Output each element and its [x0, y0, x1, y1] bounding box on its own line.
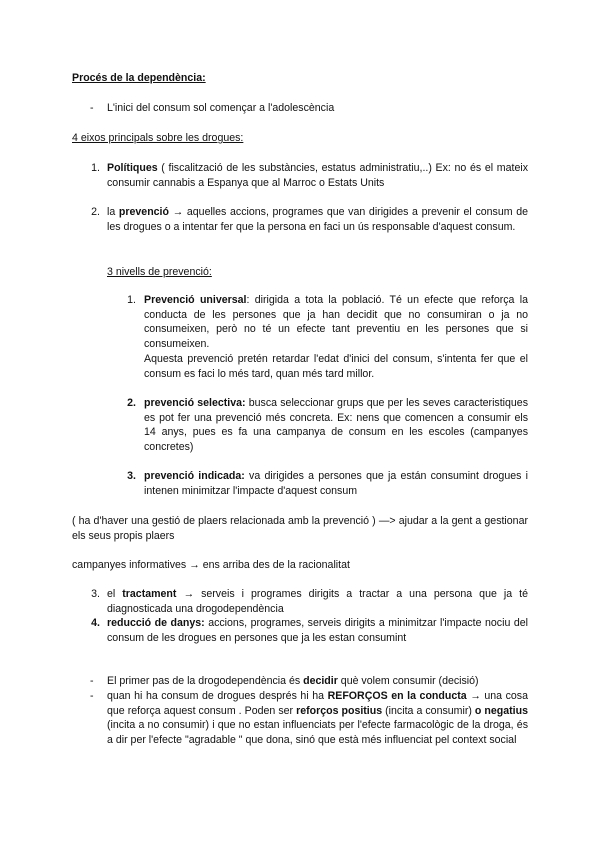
level2-item [144, 396, 528, 454]
axis2-label: prevenció [118, 206, 169, 218]
pleasure-note: ( ha d'haver una gestió de plaers relacionada amb la prevenció ) —> ajudar a la gent a gestionar els seus propis plaers [72, 515, 528, 542]
axis3-label: tractament [122, 588, 177, 600]
axes-heading: 4 eixos principals sobre les drogues: [72, 132, 244, 144]
level2-number: 2. [127, 397, 136, 409]
page-title: Procés de la dependència: [72, 72, 206, 84]
final-bullet-2-bold2: reforços positius [296, 704, 383, 717]
level3-text: va dirigides a persones que ja están consumint drogues i intenen minimitzar l'impacte d'aquest consum [144, 470, 528, 497]
final-bullet-2-mid2: (incita a consumir) [382, 704, 475, 717]
final-bullet-1-pre: El primer pas de la drogodependència és [107, 675, 304, 687]
bullet-dash: - [90, 675, 94, 687]
axis4-number: 4. [91, 617, 100, 629]
final-bullet-1-bold: decidir [303, 675, 338, 687]
level2-text: busca seleccionar grups que per les seves caracteristiques es pot fer una prevenció més concreta. Ex: nens que comencen a consumir els 14 anys, pues es fa una campanya de consum en les escoles (campanyes concretes) [144, 397, 528, 453]
level1-extra: Aquesta prevenció pretén retardar l'edat d'inici del consum, s'intenta fer que el consum es faci lo més tard, quan més tard millor. [144, 353, 528, 380]
axis1-label: Polítiques [107, 162, 158, 174]
intro-bullet-text: L'inici del consum sol començar a l'adolescència [107, 102, 335, 114]
axis4-label: reducció de danys: [107, 617, 205, 629]
axis2-item [107, 205, 528, 234]
final-bullet-1-post: què volem consumir (decisió) [337, 675, 479, 687]
axis3-item [107, 587, 528, 616]
axis4-item [107, 616, 528, 645]
axis1-number: 1. [91, 162, 100, 174]
axis1-text: ( fiscalització de les substàncies, estatus administratiu,..) Ex: no és el mateix consumir cannabis a Espanya que al Marroc o Estats Units [107, 162, 528, 189]
axis2-text: → aquelles accions, programes que van dirigides a prevenir el consum de les drogues o a intentar fer que la persona en faci un ús responsable d'aquest consum. [107, 206, 528, 233]
level3-item [144, 469, 528, 498]
final-bullet-2 [107, 689, 528, 747]
bullet-dash: - [90, 690, 94, 702]
level3-number: 3. [127, 470, 136, 482]
final-bullet-2-bold1: REFORÇOS en la conducta [327, 690, 467, 702]
level1-item [144, 293, 528, 351]
levels-heading: 3 nivells de prevenció: [107, 266, 212, 278]
level1-text: : dirigida a tota la població. Té un efecte que reforça la conducta de les persones que ja han decidit que no consumiran o ja no consumeixen, però no té un efecte tant preventiu en les persones que si consumeixen. [144, 294, 528, 350]
axis2-number: 2. [91, 206, 100, 218]
final-bullet-1 [107, 674, 528, 689]
level1-number: 1. [127, 294, 136, 306]
level3-label: prevenció indicada: [144, 470, 245, 482]
level1-label: Prevenció universal [144, 294, 247, 306]
axis2-pre: la [107, 206, 119, 218]
final-bullet-2-pre: quan hi ha consum de drogues després hi ha [107, 690, 328, 702]
bullet-dash: - [90, 102, 94, 114]
final-bullet-2-mid1: → una cosa que reforça aquest consum . Poden ser [107, 690, 528, 717]
axis3-text: → serveis i programes dirigits a tractar a una persona que ja té diagnosticada una drogodependència [107, 588, 528, 615]
campaigns-note: campanyes informatives → ens arriba des de la racionalitat [72, 559, 350, 571]
final-bullet-2-bold3: o negatius [474, 704, 528, 717]
axis1-item [107, 161, 528, 190]
axis3-pre: el [107, 588, 123, 600]
final-bullet-2-post: (incita a no consumir) i que no estan influenciats per l'efecte farmacològic de la droga, és a dir per l'efecte "agradable " que dona, sinó que està més influenciat pel context social [107, 719, 528, 746]
axis3-number: 3. [91, 588, 100, 600]
level2-label: prevenció selectiva: [144, 397, 246, 409]
axis4-text: accions, programes, serveis dirigits a minimitzar l'impacte nociu del consum de les drogues en persones que ja les estan consumint [107, 617, 528, 644]
